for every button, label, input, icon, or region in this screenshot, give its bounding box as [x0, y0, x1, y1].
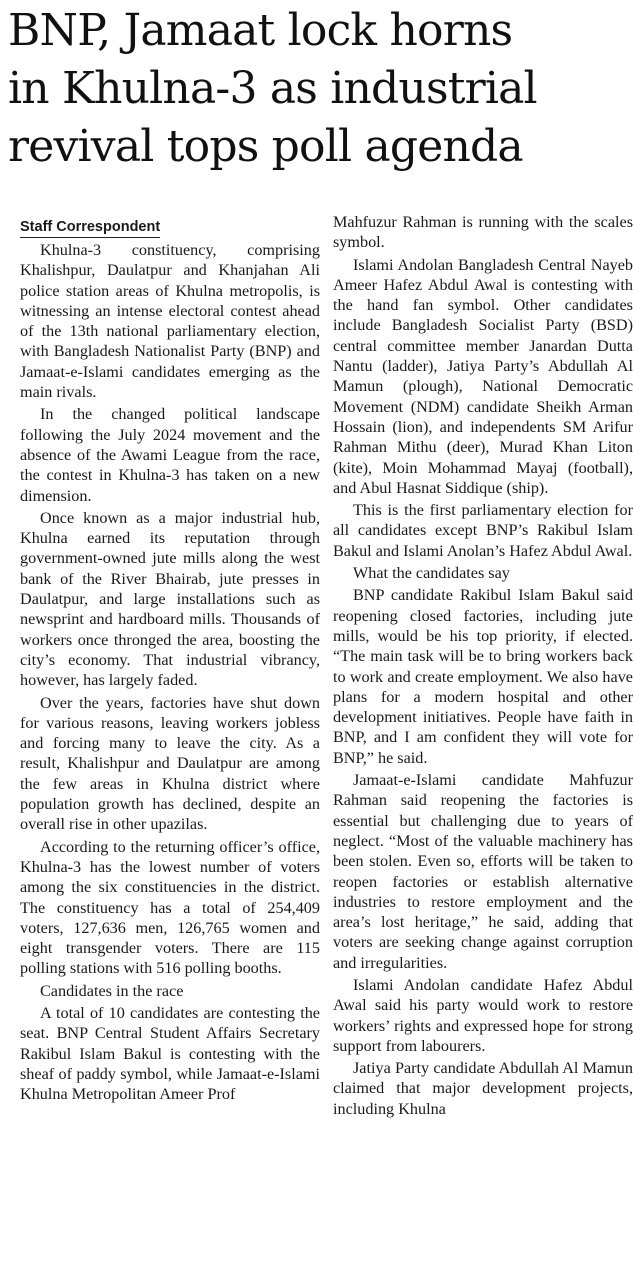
article-column-right: [333, 212, 633, 1121]
headline-line-3: revival tops poll agenda: [8, 121, 523, 172]
paragraph-intro: Khulna-3 constituency, comprising Khalishpur, Daulatpur and Khanjahan Ali police station areas of Khulna metropolis, is witnessing an intense electoral contest ahead of the 13th national parliamentary election, with Bangladesh Nationalist Party (BNP) and Jamaat-e-Islami candidates emerging as the main rivals.: [20, 241, 320, 402]
byline: Staff Correspondent: [20, 217, 160, 238]
headline-line-2: in Khulna-3 as industrial: [8, 63, 537, 114]
paragraph-factories-shut: Over the years, factories have shut down for various reasons, leaving workers jobless and forcing many to leave the city. As a result, Khalishpur and Daulatpur are among the few areas in Khulna district where population growth has declined, despite an overall rise in other upazilas.: [20, 693, 320, 834]
paragraph-first-election: This is the first parliamentary election for all candidates except BNP’s Rakibul Islam Bakul and Islami Anolan’s Hafez Abdul Awal.: [333, 501, 633, 560]
paragraph-voters: According to the returning officer’s office, Khulna-3 has the lowest number of voters among the six constituencies in the district. The constituency has a total of 254,409 voters, 127,636 men, 126,765 women and eight transgender voters. There are 115 polling stations with 516 polling booths.: [20, 837, 320, 978]
paragraph-candidates-count: A total of 10 candidates are contesting the seat. BNP Central Student Affairs Secretary Rakibul Islam Bakul is contesting with the sheaf of paddy symbol, while Jamaat-e-Islami Khulna Metropolitan Ameer Prof: [20, 1003, 320, 1104]
paragraph-jamaat-candidate: Jamaat-e-Islami candidate Mahfuzur Rahman said reopening the factories is essential but challenging due to years of neglect. “Most of the valuable machinery has been stolen. Even so, efforts will be taken to reopen factories or establish alternative industries to restore employment and the area’s lost heritage,” he said, adding that voters are seeking change against corruption and irregularities.: [333, 771, 633, 972]
headline-line-1: BNP, Jamaat lock horns: [8, 5, 513, 56]
article-column-left: [20, 216, 320, 1106]
paragraph-scales-symbol: Mahfuzur Rahman is running with the scales symbol.: [333, 213, 633, 252]
paragraph-other-candidates: Islami Andolan Bangladesh Central Nayeb Ameer Hafez Abdul Awal is contesting with the hand fan symbol. Other candidates include Bangladesh Socialist Party (BSD) central committee member Janardan Dutta Nantu (ladder), Jatiya Party’s Abdullah Al Mamun (plough), National Democratic Movement (NDM) candidate Sheikh Arman Hossain (lion), and independents SM Arifur Rahman Mithu (deer), Murad Khan Liton (kite), Moin Mohammad Mayaj (football), and Abul Hasnat Siddique (ship).: [333, 255, 633, 497]
paragraph-industrial-hub: Once known as a major industrial hub, Khulna earned its reputation through government-owned jute mills along the west bank of the River Bhairab, jute presses in Daulatpur, and large installations such as newsprint and hardboard mills. Thousands of workers once thronged the area, boosting the city’s economy. That industrial vibrancy, however, has largely faded.: [20, 508, 320, 690]
subheading-what-candidates-say: What the candidates say: [353, 564, 510, 583]
paragraph-bnp-candidate: BNP candidate Rakibul Islam Bakul said reopening closed factories, including jute mills, would be his top priority, if elected. “The main task will be to bring workers back to work and create employment. We also have plans for a modern hospital and other development initiatives. People have faith in BNP, and I am confident they will vote for BNP,” he said.: [333, 586, 633, 767]
headline: [8, 2, 630, 176]
paragraph-jatiya-party-candidate: Jatiya Party candidate Abdullah Al Mamun claimed that major development projects, including Khulna: [333, 1059, 633, 1118]
paragraph-landscape: In the changed political landscape following the July 2024 movement and the absence of the Awami League from the race, the contest in Khulna-3 has taken on a new dimension.: [20, 405, 320, 505]
paragraph-islami-andolan-candidate: Islami Andolan candidate Hafez Abdul Awal said his party would work to restore workers’ rights and expressed hope for strong support from labourers.: [333, 975, 633, 1055]
subheading-candidates-in-race: Candidates in the race: [40, 981, 184, 1000]
